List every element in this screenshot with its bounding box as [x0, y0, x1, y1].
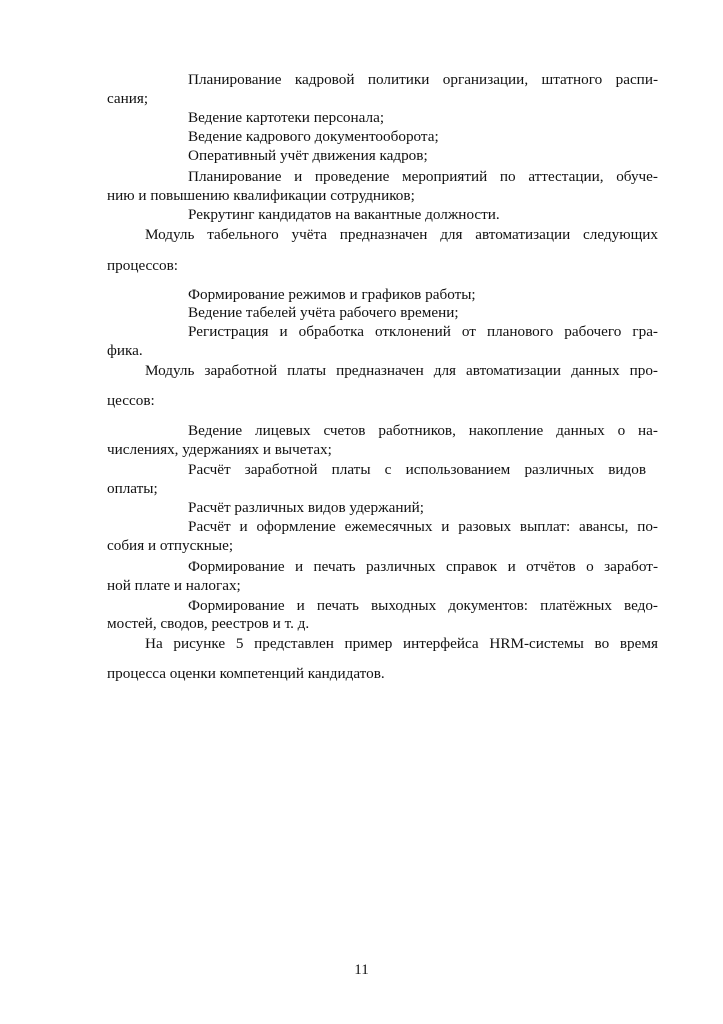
payroll-item-5-line-2: ной плате и налогах; [107, 577, 241, 594]
payroll-item-6-line-1: Формирование и печать выходных документов: платёжных ведо- [188, 597, 658, 614]
hr-item-1-line-1: Планирование кадровой политики организации, штатного распи- [188, 71, 658, 88]
payroll-item-3: Расчёт различных видов удержаний; [188, 499, 424, 516]
payroll-item-6-line-2: мостей, сводов, реестров и т. д. [107, 615, 310, 632]
timesheet-item-3-line-2: фика. [107, 342, 143, 359]
hr-item-4: Оперативный учёт движения кадров; [188, 147, 428, 164]
payroll-intro-line-1: Модуль заработной платы предназначен для автоматизации данных про- [145, 362, 658, 379]
hr-item-6: Рекрутинг кандидатов на вакантные должности. [188, 206, 500, 223]
payroll-item-4-line-1: Расчёт и оформление ежемесячных и разовых выплат: авансы, по- [188, 518, 658, 535]
hr-item-2: Ведение картотеки персонала; [188, 109, 385, 126]
payroll-item-1-line-2: числениях, удержаниях и вычетах; [107, 441, 332, 458]
payroll-intro-line-2: цессов: [107, 392, 155, 409]
timesheet-item-3-line-1: Регистрация и обработка отклонений от планового рабочего гра- [188, 323, 658, 340]
payroll-item-5-line-1: Формирование и печать различных справок и отчётов о заработ- [188, 558, 658, 575]
payroll-item-2-line-2: оплаты; [107, 480, 158, 497]
timesheet-item-1: Формирование режимов и графиков работы; [188, 286, 476, 303]
timesheet-intro-line-1: Модуль табельного учёта предназначен для автоматизации следующих [145, 226, 658, 243]
figure-ref-line-2: процесса оценки компетенций кандидатов. [107, 665, 385, 682]
timesheet-intro-line-2: процессов: [107, 257, 179, 274]
page-number: 11 [354, 962, 369, 978]
payroll-item-1-line-1: Ведение лицевых счетов работников, накопление данных о на- [188, 422, 658, 439]
figure-ref-line-1: На рисунке 5 представлен пример интерфейса HRM-системы во время [145, 635, 658, 652]
payroll-item-4-line-2: собия и отпускные; [107, 537, 234, 554]
hr-item-5-line-2: нию и повышению квалификации сотрудников; [107, 187, 415, 204]
hr-item-1-line-2: сания; [107, 90, 149, 107]
timesheet-item-2: Ведение табелей учёта рабочего времени; [188, 304, 459, 321]
hr-item-3: Ведение кадрового документооборота; [188, 128, 439, 145]
hr-item-5-line-1: Планирование и проведение мероприятий по аттестации, обуче- [188, 168, 658, 185]
payroll-item-2-line-1: Расчёт заработной платы с использованием различных видов [188, 461, 646, 478]
